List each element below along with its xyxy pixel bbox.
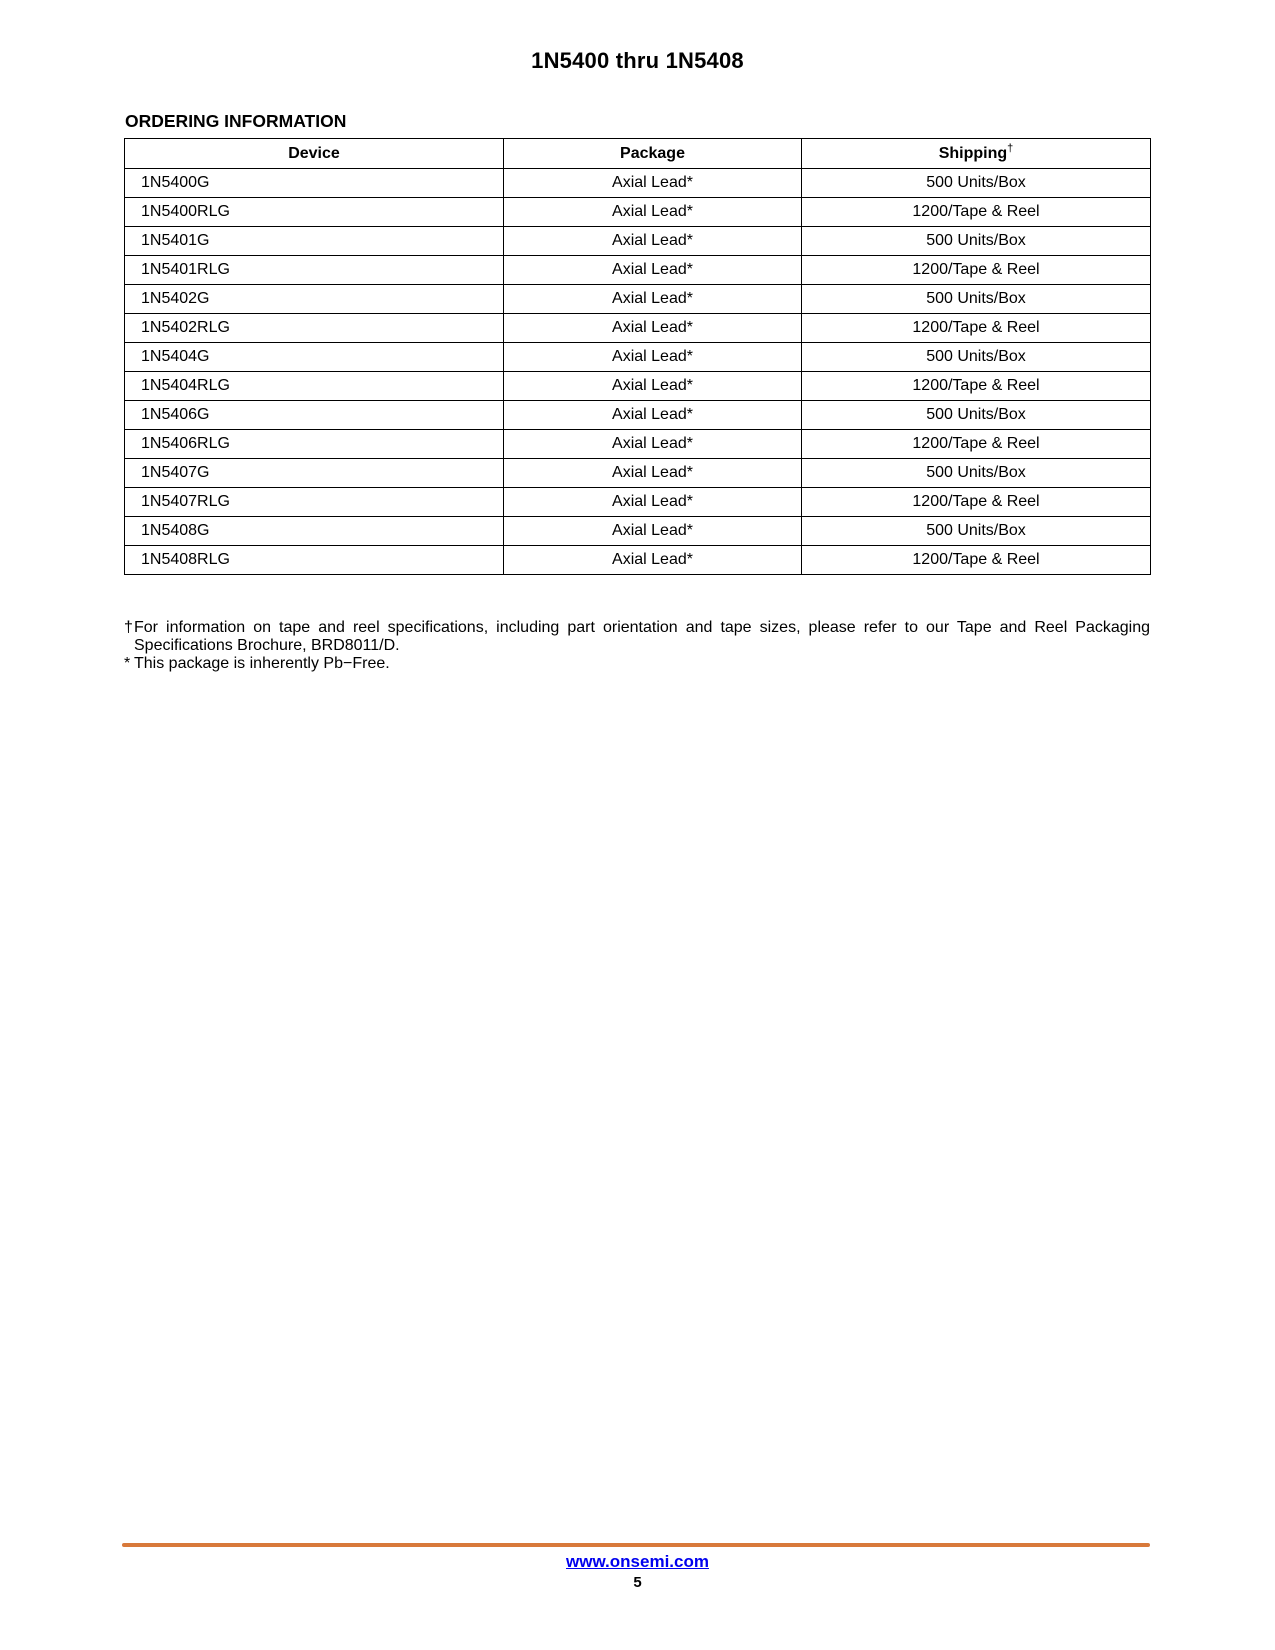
- package-cell: Axial Lead*: [504, 430, 802, 459]
- shipping-cell: 1200/Tape & Reel: [802, 488, 1151, 517]
- shipping-cell: 500 Units/Box: [802, 517, 1151, 546]
- column-header-shipping-label: Shipping: [938, 144, 1008, 162]
- device-cell: 1N5406G: [125, 401, 504, 430]
- device-cell: 1N5400G: [125, 169, 504, 198]
- shipping-cell: 500 Units/Box: [802, 227, 1151, 256]
- shipping-cell: 1200/Tape & Reel: [802, 198, 1151, 227]
- device-cell: 1N5401G: [125, 227, 504, 256]
- device-cell: 1N5408RLG: [125, 546, 504, 575]
- column-header-shipping: [802, 139, 1151, 169]
- shipping-cell: 1200/Tape & Reel: [802, 546, 1151, 575]
- shipping-cell: 1200/Tape & Reel: [802, 314, 1151, 343]
- device-cell: 1N5402G: [125, 285, 504, 314]
- device-cell: 1N5407RLG: [125, 488, 504, 517]
- package-cell: Axial Lead*: [504, 169, 802, 198]
- page-number: 5: [633, 1574, 642, 1591]
- device-cell: 1N5400RLG: [125, 198, 504, 227]
- website-link[interactable]: www.onsemi.com: [566, 1552, 709, 1571]
- table-row: [125, 314, 1151, 343]
- table-row: [125, 169, 1151, 198]
- table-row: [125, 198, 1151, 227]
- ordering-information-table: [124, 138, 1151, 575]
- device-cell: 1N5408G: [125, 517, 504, 546]
- footnote-text: This package is inherently Pb−Free.: [134, 655, 390, 672]
- footer-rule: [122, 1543, 1150, 1547]
- package-cell: Axial Lead*: [504, 227, 802, 256]
- table-row: [125, 459, 1151, 488]
- device-cell: 1N5406RLG: [125, 430, 504, 459]
- table-row: [125, 517, 1151, 546]
- table-row: [125, 546, 1151, 575]
- column-header-device: Device: [125, 139, 504, 169]
- shipping-cell: 500 Units/Box: [802, 343, 1151, 372]
- package-cell: Axial Lead*: [504, 546, 802, 575]
- shipping-cell: 500 Units/Box: [802, 459, 1151, 488]
- package-cell: Axial Lead*: [504, 372, 802, 401]
- package-cell: Axial Lead*: [504, 285, 802, 314]
- shipping-footnote-mark: †: [1007, 142, 1014, 155]
- footnote-text: For information on tape and reel specifications, including part orientation and tape sizes, please refer to our Tape and Reel Packaging Specifications Brochure, BRD8011/D.: [134, 619, 1150, 654]
- table-row: [125, 430, 1151, 459]
- table-row: [125, 256, 1151, 285]
- package-cell: Axial Lead*: [504, 517, 802, 546]
- footnote-dagger: [124, 619, 1150, 655]
- footnote-mark: †: [124, 619, 133, 636]
- package-cell: Axial Lead*: [504, 256, 802, 285]
- table-header-row: [125, 139, 1151, 169]
- package-cell: Axial Lead*: [504, 459, 802, 488]
- section-heading: ORDERING INFORMATION: [125, 111, 347, 131]
- package-cell: Axial Lead*: [504, 401, 802, 430]
- table-row: [125, 285, 1151, 314]
- table-row: [125, 401, 1151, 430]
- table-row: [125, 227, 1151, 256]
- device-cell: 1N5402RLG: [125, 314, 504, 343]
- device-cell: 1N5404G: [125, 343, 504, 372]
- footnotes: [124, 619, 1150, 673]
- package-cell: Axial Lead*: [504, 343, 802, 372]
- page-title: 1N5400 thru 1N5408: [531, 48, 744, 73]
- package-cell: Axial Lead*: [504, 488, 802, 517]
- footnote-mark: *: [124, 655, 131, 672]
- table-row: [125, 488, 1151, 517]
- shipping-cell: 500 Units/Box: [802, 169, 1151, 198]
- table-row: [125, 372, 1151, 401]
- package-cell: Axial Lead*: [504, 198, 802, 227]
- shipping-cell: 1200/Tape & Reel: [802, 256, 1151, 285]
- device-cell: 1N5407G: [125, 459, 504, 488]
- device-cell: 1N5401RLG: [125, 256, 504, 285]
- device-cell: 1N5404RLG: [125, 372, 504, 401]
- column-header-package: Package: [504, 139, 802, 169]
- shipping-cell: 1200/Tape & Reel: [802, 372, 1151, 401]
- footnote-asterisk: [124, 655, 1150, 673]
- package-cell: Axial Lead*: [504, 314, 802, 343]
- shipping-cell: 500 Units/Box: [802, 401, 1151, 430]
- shipping-cell: 500 Units/Box: [802, 285, 1151, 314]
- shipping-cell: 1200/Tape & Reel: [802, 430, 1151, 459]
- table-row: [125, 343, 1151, 372]
